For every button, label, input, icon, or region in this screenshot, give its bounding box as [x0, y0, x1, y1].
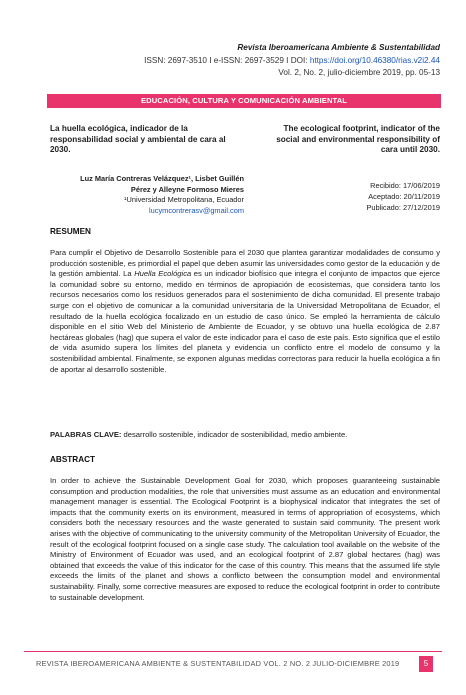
authors-block [50, 174, 244, 216]
authors-line-1: Luz María Contreras Velázquez¹, Lisbet Guillén [80, 174, 244, 183]
resumen-body [50, 248, 440, 375]
issn-text: ISSN: 2697-3510 I e-ISSN: 2697-3529 I DOI: [144, 55, 310, 65]
date-accepted: Aceptado: 20/11/2019 [368, 192, 440, 201]
resumen-text-end: es un indicador biofísico que integra el conjunto de impactos que ejerce la comunidad sobre su entorno, medido en términos de apropiación de ecosistemas, que considera tanto los recursos necesarios como los residuos generados para el sostenimiento de dicha comunidad. El presente trabajo surge con el objetivo de comunicar a la comunidad universitaria de la Universidad Metropolitana de Ecuador, el resultado de la huella ecológica focalizado en un estudio de caso único. Se empleó la herramienta de cálculo disponible en el sitio Web del Ministerio de Ambiente de Ecuador, y se obtuvo una huella ecológica de 2.87 hectáreas globales (hag) que supera el valor de este indicador para el caso de este país. Esto significa que el estilo de vida asumido supera los límites del planeta y evidencia un conflicto entre el modelo de consumo y la sostenibilidad ambiental. Finalmente, se exponen algunas medidas correctoras para reducir la huella ecológica a fin de aportar al desarrollo sostenible. [50, 269, 440, 374]
abstract-heading: ABSTRACT [50, 455, 96, 464]
keywords [50, 430, 440, 441]
dates-block [300, 180, 440, 213]
abstract-body: In order to achieve the Sustainable Development Goal for 2030, which proposes guaranteeing sustainable consumption and production modalities, the role that universities must assume as an education and environmental management manager is essential. The Ecological Footprint is a biophysical indicator that integrates the set of impacts that the community exerts on its environment, measured in terms of appropriation of ecosystems, which considers both the necessary resources and the waste generated to sustain said community. The present work arises with the objective of communicating to the university community of the Metropolitan University of Ecuador, the result of the ecological footprint focused on a single case study. The calculation tool available on the website of the Ministry of Environment of Ecuador was used, and an ecological footprint of 2.87 global hectares (hag) was obtained that exceeds the value of this indicator for the case of this country. This means that the assumed life style exceeds the limits of the planet and shows a conflicto between the consumption model and environmental sustainability. Finally, some corrective measures are exposed to reduce the ecological footprint in order to contribute to sustainable development. [50, 476, 440, 602]
footer-divider [24, 651, 442, 652]
page-footer [0, 656, 466, 674]
resumen-text-start: Para cumplir el Objetivo de Desarrollo Sostenible para el 2030 que plantea garantizar modalidades de consumo y producción sostenible, es primordial el papel que deben asumir las universidades como gestor de la educación y de la gestión ambiental. La [50, 248, 440, 279]
keywords-text: desarrollo sostenible, indicador de sostenibilidad, medio ambiente. [121, 430, 348, 439]
article-title-english: The ecological footprint, indicator of the social and environmental responsibility of cara until 2030. [276, 124, 440, 154]
volume-info: Vol. 2, No. 2, julio-diciembre 2019, pp. 05-13 [278, 68, 440, 77]
date-published: Publicado: 27/12/2019 [366, 203, 440, 212]
article-title-spanish: La huella ecológica, indicador de la responsabilidad social y ambiental de cara al 2030. [50, 124, 226, 154]
journal-title: Revista Iberoamericana Ambiente & Sustentabilidad [237, 43, 440, 52]
author-email-link[interactable]: lucymcontrerasv@gmail.com [149, 205, 244, 215]
journal-header [40, 42, 440, 80]
authors-line-2: Pérez y Alleyne Formoso Mieres [130, 184, 244, 194]
page-number-badge: 5 [419, 656, 433, 672]
resumen-heading: RESUMEN [50, 227, 91, 236]
date-received: Recibido: 17/06/2019 [370, 181, 440, 190]
keywords-label: PALABRAS CLAVE: [50, 430, 122, 439]
footer-journal-text: REVISTA IBEROAMERICANA AMBIENTE & SUSTENTABILIDAD VOL. 2 NO. 2 JULIO-DICIEMBRE 2019 [36, 659, 400, 668]
author-affiliation: ¹Universidad Metropolitana, Ecuador [124, 195, 244, 204]
section-banner: EDUCACIÓN, CULTURA Y COMUNICACIÓN AMBIENTAL [47, 94, 441, 108]
resumen-italic-term: Huella Ecológica [134, 269, 192, 279]
journal-issn-line [40, 55, 440, 68]
doi-link[interactable]: https://doi.org/10.46380/rias.v2i2.44 [309, 55, 440, 65]
